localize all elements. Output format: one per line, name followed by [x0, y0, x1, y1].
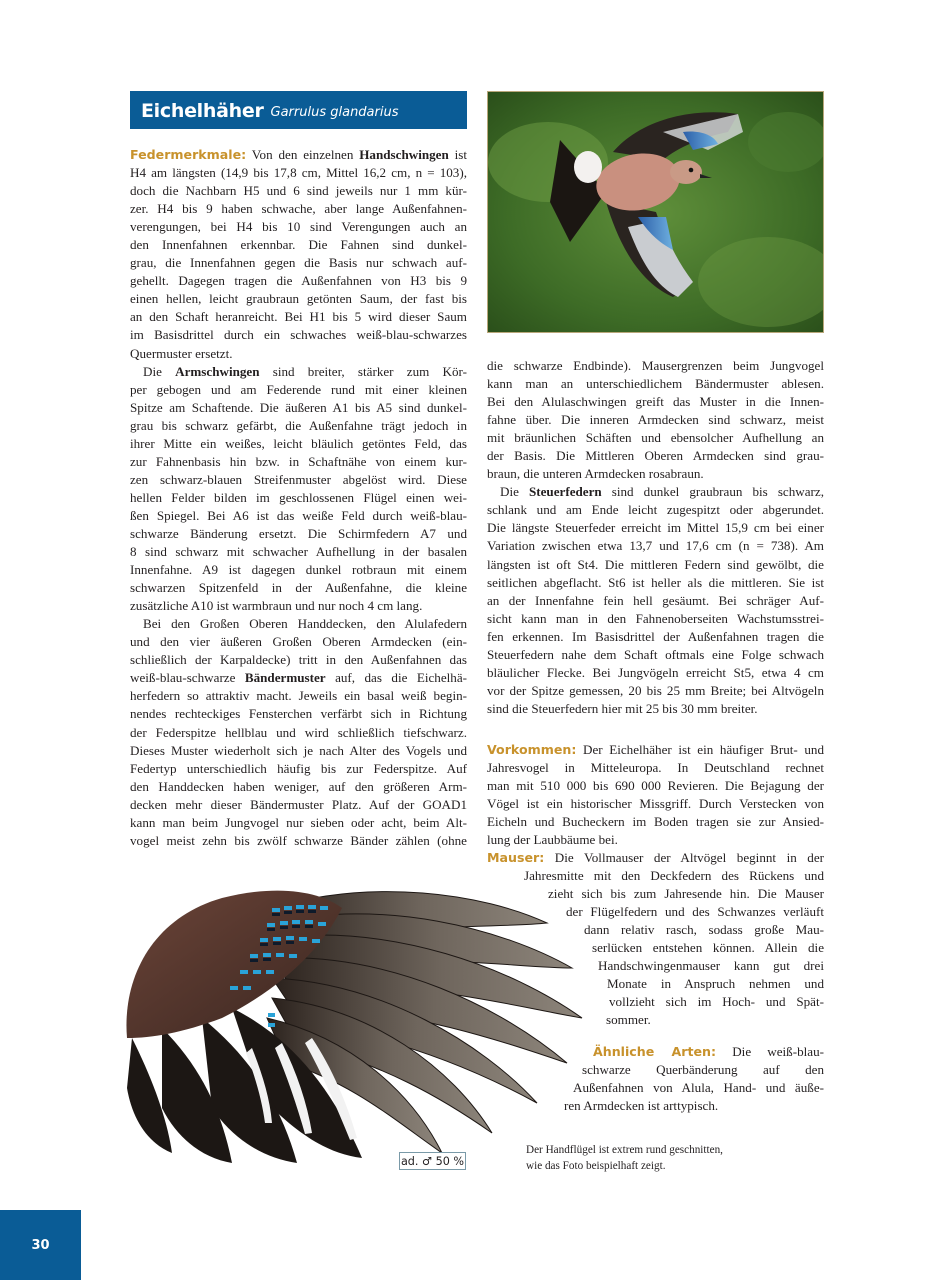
text-line: sind die Steuerfedern hier mit 25 bis 30 mm breiter.	[487, 700, 758, 716]
text-line: verengungen, bei H4 bis 10 sind Verengungen auch an	[130, 219, 467, 235]
caption-line: Der Handflügel ist extrem rund geschnitten,	[526, 1144, 723, 1156]
text-line: Die längste Steuerfeder erreicht im Mittel 15,9 cm bei einer	[487, 520, 824, 536]
text-line: schwarze Bänderung ersetzt. Die Schirmfedern A7 und	[130, 525, 467, 541]
text-line: zur Fahnenbasis hin bzw. in Schaftnähe von einem kur-	[130, 453, 467, 469]
text-line: hellen Felder bilden im geschlossenen Flügel einen wei-	[130, 489, 467, 505]
text-line: Federtyp unterschiedlich häufig bis zur Federspitze. Auf	[130, 760, 467, 776]
term-armschwingen: Armschwingen	[175, 363, 260, 379]
text-line: der Basis. Die Mittleren Oberen Armdecken sind grau-	[487, 448, 824, 464]
text-fragment: sind breiter, stärker zum Kör-	[259, 363, 467, 379]
text-line: grau, die Innenfahnen gegen die Basis nur schwach auf-	[130, 255, 467, 271]
text-line: Variation zwischen etwa 13,7 und 17,6 cm (n = 738). Am	[487, 538, 824, 554]
term-baendermuster: Bändermuster	[244, 670, 326, 686]
text-line: Monate in Anspruch nehmen und	[607, 976, 824, 992]
text-line: decken mehr dieser Bändermuster Platz. Auf der GOAD1	[130, 796, 467, 812]
text-line: zen schwarz-blauen Streifenmuster abgelöst wird. Diese	[130, 471, 467, 487]
text-line: den Handdecken haben weniger, auf den größeren Arm-	[130, 778, 467, 794]
text-line: längsten ist oft St4. Die mittleren Federn sind gewölbt, die	[487, 556, 824, 572]
species-common-name: Eichelhäher	[141, 100, 264, 122]
text-line: Außenfahnen von Alula, Hand- und äuße-	[573, 1080, 824, 1096]
text-line: ren Armdecken ist arttypisch.	[564, 1098, 719, 1114]
text-line: der Flügelfedern und des Schwanzes verläuft	[566, 904, 824, 920]
text-fragment: weiß-blau-schwarze	[130, 670, 245, 686]
text-line: an den Schaft heranreicht. Bei H1 bis 5 wird dieser Saum	[130, 309, 467, 325]
mauser-section	[487, 849, 824, 1029]
flying-jay-illustration	[488, 92, 824, 333]
text-line: sommer.	[606, 1012, 651, 1028]
text-fragment: Die	[143, 363, 176, 379]
text-line: seitlichen abgeflacht. St6 ist heller als die mittleren. Sie ist	[487, 574, 824, 590]
federmerkmale-column-right	[487, 357, 824, 718]
species-title-bar	[130, 91, 467, 129]
text-line: Bei den Großen Oberen Handdecken, den Alulafedern	[143, 616, 467, 632]
text-line: vor der Spitze gemessen, 20 bis 25 mm Breite; bei Altvögeln	[487, 682, 824, 698]
text-line: vogel meist zehn bis zwölf schwarze Bänder zählen (ohne	[130, 832, 467, 848]
text-line: Steuerfedern nahe dem Schaft oftmals eine Folge schwach	[487, 646, 824, 662]
text-line: und den vier äußeren Großen Oberen Armdecken (ein-	[130, 634, 467, 650]
wing-caption	[526, 1143, 723, 1174]
text-line: zer. H4 bis 9 haben schwache, aber lange Außenfahnen-	[130, 201, 467, 217]
species-scientific-name: Garrulus glandarius	[270, 105, 399, 120]
text-line: zusätzliche A10 ist warmbraun und nur noch 4 cm lang.	[130, 598, 423, 614]
text-line: grau bis schwarz gefärbt, die Außenfahne trägt jedoch in	[130, 417, 467, 433]
flying-jay-photo	[487, 91, 824, 333]
aehnliche-arten-section	[560, 1043, 824, 1115]
term-steuerfedern: Steuerfedern	[528, 484, 602, 500]
text-line: kann man an unterschiedlichem Bändermuster ablesen.	[487, 376, 824, 392]
caption-line: wie das Foto beispielhaft zeigt.	[526, 1159, 666, 1172]
text-line	[487, 483, 824, 501]
text-line: 8 sind schwarz mit schwacher Aufhellung in der basalen	[130, 544, 467, 560]
text-line: Jahresvogel in Mitteleuropa. In Deutschland rechnet	[487, 760, 824, 776]
vorkommen-section	[487, 741, 824, 849]
text-line: fen erkennen. Im Basisdrittel der Außenfahnen tragen die	[487, 628, 824, 644]
text-fragment: Der Eichelhäher ist ein häufiger Brut- und	[576, 742, 824, 757]
text-line: an der Innenfahne fein hell gesäumt. Bei schräger Auf-	[487, 592, 824, 608]
text-line: braun, die unteren Armdecken rosabraun.	[487, 466, 704, 482]
text-line: vollzieht sich im Hoch- und Spät-	[609, 994, 824, 1010]
text-line: Vögel ist ein historischer Missgriff. Durch Verstecken von	[487, 796, 824, 812]
text-line: ßen Spiegel. Bei A6 ist das weiße Feld durch weiß-blau-	[130, 507, 467, 523]
text-line	[130, 363, 467, 381]
text-line	[487, 741, 824, 759]
text-line: per gebogen und am Federende rund mit einer kleinen	[130, 381, 467, 397]
text-line: den Innenfahnen erkennbar. Die Fahnen sind dunkel-	[130, 237, 467, 253]
text-line: schließlich der Karpaldecke) tritt in den Außenfahnen das	[130, 652, 467, 668]
page-number: 30	[0, 1210, 81, 1280]
text-line: Spitze am Schaftende. Die äußeren A1 bis A5 sind dunkel-	[130, 399, 467, 415]
text-line	[593, 1043, 824, 1061]
text-line: im Basisdrittel durch ein schwaches weiß-blau-schwarzes	[130, 327, 467, 343]
text-line: die schwarze Endbinde). Mausergrenzen beim Jungvogel	[487, 358, 824, 373]
text-line: Innenfahne. A9 ist dagegen dunkel rotbraun mit einem	[130, 562, 467, 578]
text-line: Eicheln und Bucheckern im Boden tragen sie zur Ansied-	[487, 814, 824, 830]
text-fragment: Von den einzelnen	[246, 147, 360, 162]
text-fragment: Die	[500, 484, 529, 500]
text-line: dann relativ rasch, sodass große Mau-	[584, 922, 824, 938]
text-fragment: ist	[448, 147, 467, 162]
text-line	[487, 849, 824, 867]
text-line: schwarzen Spitzenfeld in der Außenfahne, die kleine	[130, 580, 467, 596]
text-line: zieht sich bis zum Jahresende hin. Die Mauser	[548, 886, 824, 902]
text-line: Quermuster ersetzt.	[130, 345, 233, 361]
text-line: serlücken entstehen können. Allein die	[592, 940, 824, 956]
text-line: bläulicher Flecke. Bei Jungvögeln erreicht St5, etwa 4 cm	[487, 664, 824, 680]
text-fragment: auf, das die Eichelhä-	[325, 670, 467, 686]
text-line: einen hellen, leicht graubraun getönten Saum, der fast bis	[130, 291, 467, 307]
section-heading-aehnliche-arten: Ähnliche Arten:	[593, 1044, 717, 1059]
text-line: gehellt. Dagegen tragen die Außenfahnen von H3 bis 9	[130, 273, 467, 289]
text-line	[130, 669, 467, 687]
section-heading-vorkommen: Vorkommen:	[487, 742, 577, 757]
text-line: Jahresmitte mit den Deckfedern des Rückens und	[524, 868, 824, 884]
section-heading-mauser: Mauser:	[487, 850, 545, 865]
text-line: sicht kann man in den Fahnenoberseiten Wachstumsstrei-	[487, 610, 824, 626]
text-fragment: Die Vollmauser der Altvögel beginnt in der	[544, 850, 824, 865]
text-line: ihrer Mitte ein weißes, leicht bläulich getöntes Feld, das	[130, 435, 467, 451]
text-line	[130, 146, 467, 164]
text-line: mit bräunlichen Schäften und ebensolcher Aufhellung an	[487, 430, 824, 446]
text-line: doch die Nachbarn H5 und 6 sind jeweils nur 1 mm kür-	[130, 183, 467, 199]
text-line: Bei den Alulaschwingen greift das Muster in die Innen-	[487, 394, 824, 410]
text-line: herfedern so attraktiv macht. Jeweils ein basal weiß begin-	[130, 688, 467, 704]
federmerkmale-column-left	[130, 146, 467, 850]
text-fragment: Die weiß-blau-	[716, 1044, 824, 1059]
text-line: man mit 510 000 bis 690 000 Revieren. Die Bejagung der	[487, 778, 824, 794]
term-handschwingen: Handschwingen	[359, 147, 449, 162]
text-line: der Federspitze hellblau und wird schließlich tiefschwarz.	[130, 724, 467, 740]
scale-label: ad. ♂ 50 %	[399, 1152, 466, 1170]
text-line: lung der Laubbäume bei.	[487, 832, 618, 848]
text-line: kann man beim Jungvogel nur sieben oder acht, beim Alt-	[130, 814, 467, 830]
text-line: Handschwingenmauser kann gut drei	[598, 958, 824, 974]
section-heading-federmerkmale: Federmerkmale:	[130, 147, 247, 162]
text-fragment: sind dunkel graubraun bis schwarz,	[601, 484, 824, 500]
text-line: fahne über. Die inneren Armdecken sind schwarz, meist	[487, 412, 824, 428]
text-line: nendes rechteckiges Fensterchen verfärbt sich in Richtung	[130, 706, 467, 722]
text-line: H4 am längsten (14,9 bis 17,8 cm, Mittel 16,2 cm, n = 103),	[130, 165, 467, 181]
text-line: schwarze Querbänderung auf den	[582, 1062, 824, 1078]
text-line: Dieses Muster wiederholt sich je nach Alter des Vogels und	[130, 742, 467, 758]
text-line: schlank und am Ende leicht zugespitzt oder abgerundet.	[487, 502, 824, 518]
